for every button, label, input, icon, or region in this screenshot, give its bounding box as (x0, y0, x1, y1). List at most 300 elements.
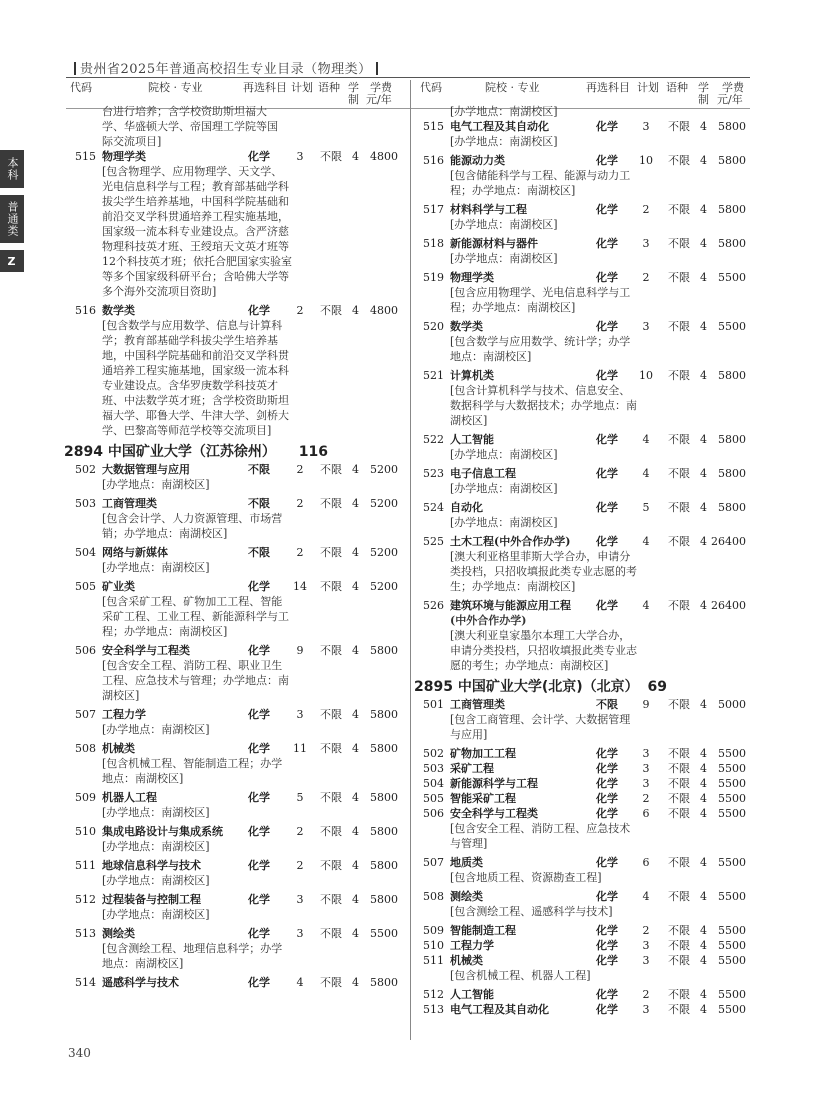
major-code: 506 (423, 807, 444, 820)
right-major-list-2 (418, 697, 754, 1017)
plan-count: 3 (296, 708, 304, 721)
major-entry (418, 236, 754, 266)
school-heading (414, 677, 754, 697)
page-number: 340 (68, 1046, 91, 1060)
plan-count: 10 (639, 154, 653, 167)
school-name: 中国矿业大学(北京)（北京） (457, 679, 639, 695)
reselect-subject: 化学 (596, 599, 618, 612)
reselect-subject: 化学 (596, 467, 618, 480)
language: 不限 (668, 939, 690, 952)
major-code: 510 (75, 825, 96, 838)
reselect-subject: 化学 (596, 203, 618, 216)
major-name: 过程装备与控制工程 (102, 893, 201, 906)
years: 4 (700, 154, 707, 167)
reselect-subject: 化学 (596, 501, 618, 514)
language: 不限 (320, 825, 342, 838)
col-plan: 计划 (291, 81, 313, 94)
language: 不限 (320, 304, 342, 317)
major-note: [包含测绘工程、遥感科学与技术] (450, 905, 613, 918)
continued-note: [办学地点：南湖校区] (450, 105, 558, 118)
major-name: 工商管理类 (450, 698, 505, 711)
tuition: 5500 (718, 924, 746, 937)
tuition: 5500 (718, 890, 746, 903)
plan-count: 3 (642, 320, 650, 333)
major-name: 工程力学 (450, 939, 494, 952)
reselect-subject: 化学 (248, 304, 270, 317)
major-code: 509 (423, 924, 444, 937)
years: 4 (352, 742, 359, 755)
years: 4 (352, 546, 359, 559)
language: 不限 (668, 762, 690, 775)
major-entry (418, 889, 754, 919)
major-code: 523 (423, 467, 444, 480)
major-code: 508 (423, 890, 444, 903)
language: 不限 (320, 644, 342, 657)
col-sys1: 学 (698, 81, 709, 94)
major-entry (70, 462, 406, 492)
major-code: 501 (423, 698, 444, 711)
major-code: 516 (75, 304, 96, 317)
language: 不限 (668, 203, 690, 216)
years: 4 (700, 747, 707, 760)
years: 4 (700, 467, 707, 480)
major-code: 512 (75, 893, 96, 906)
plan-count: 3 (642, 747, 650, 760)
major-code: 506 (75, 644, 96, 657)
language: 不限 (668, 856, 690, 869)
language: 不限 (668, 535, 690, 548)
plan-count: 2 (296, 304, 304, 317)
col-fee1: 学费 (722, 81, 744, 94)
major-entry (70, 303, 406, 438)
major-entry (418, 202, 754, 232)
tuition: 4800 (370, 304, 398, 317)
reselect-subject: 化学 (596, 856, 618, 869)
reselect-subject: 不限 (248, 463, 270, 476)
language: 不限 (668, 747, 690, 760)
years: 4 (352, 644, 359, 657)
reselect-subject: 化学 (248, 742, 270, 755)
language: 不限 (668, 924, 690, 937)
header-title: 贵州省2025年普通高校招生专业目录（物理类） (80, 62, 372, 77)
reselect-subject: 化学 (596, 120, 618, 133)
side-tab-z: Z (0, 250, 24, 272)
school-name: 中国矿业大学（江苏徐州） (107, 444, 276, 460)
years: 4 (352, 976, 359, 989)
plan-count: 2 (296, 497, 304, 510)
major-entry (418, 791, 754, 806)
major-note: [包含采矿工程、矿物加工工程、智能采矿工程、工业工程、新能源科学与工程；办学地点：南湖校区] (102, 595, 289, 638)
tuition: 5500 (718, 320, 746, 333)
col-fee2: 元/年 (366, 93, 392, 106)
col-plan: 计划 (637, 81, 659, 94)
running-header (70, 58, 382, 77)
tuition: 5800 (718, 237, 746, 250)
major-note: [办学地点：南湖校区] (102, 478, 210, 491)
major-code: 517 (423, 203, 444, 216)
reselect-subject: 化学 (596, 369, 618, 382)
major-note: [办学地点：南湖校区] (102, 806, 210, 819)
years: 4 (352, 497, 359, 510)
language: 不限 (320, 708, 342, 721)
plan-count: 2 (642, 203, 650, 216)
major-entry (70, 496, 406, 541)
major-note: [办学地点：南湖校区] (102, 874, 210, 887)
language: 不限 (668, 237, 690, 250)
major-name: 建筑环境与能源应用工程 (450, 599, 571, 612)
reselect-subject: 化学 (248, 976, 270, 989)
major-code: 504 (423, 777, 444, 790)
tuition: 5500 (718, 762, 746, 775)
col-subject: 再选科目 (243, 81, 287, 94)
reselect-subject: 化学 (596, 320, 618, 333)
years: 4 (700, 939, 707, 952)
reselect-subject: 化学 (248, 580, 270, 593)
years: 4 (700, 890, 707, 903)
major-name: 物理学类 (102, 150, 146, 163)
years: 4 (352, 463, 359, 476)
col-fee1: 学费 (370, 81, 392, 94)
major-code: 503 (75, 497, 96, 510)
years: 4 (700, 1003, 707, 1016)
major-name: 新能源材料与器件 (450, 237, 538, 250)
major-code: 505 (423, 792, 444, 805)
plan-count: 2 (296, 859, 304, 872)
major-entry (418, 855, 754, 885)
language: 不限 (320, 580, 342, 593)
side-tab-putonglei: 普通类 (0, 195, 24, 243)
years: 4 (352, 791, 359, 804)
major-code: 507 (423, 856, 444, 869)
tuition: 5200 (370, 546, 398, 559)
major-entry (70, 892, 406, 922)
col-fee2: 元/年 (717, 93, 743, 106)
major-name: 大数据管理与应用 (102, 463, 190, 476)
years: 4 (700, 369, 707, 382)
major-note: [办学地点：南湖校区] (450, 516, 558, 529)
language: 不限 (320, 150, 342, 163)
years: 4 (700, 120, 707, 133)
reselect-subject: 化学 (248, 893, 270, 906)
major-entry (418, 534, 754, 594)
plan-count: 11 (293, 742, 307, 755)
col-sys2: 制 (698, 93, 709, 106)
major-note: [包含会计学、人力资源管理、市场营销；办学地点：南湖校区] (102, 512, 283, 540)
tuition: 5800 (370, 859, 398, 872)
years: 4 (700, 433, 707, 446)
years: 4 (700, 792, 707, 805)
plan-count: 3 (296, 927, 304, 940)
school-total-plan: 69 (647, 679, 667, 695)
plan-count: 4 (642, 433, 650, 446)
language: 不限 (320, 463, 342, 476)
major-entry (70, 707, 406, 737)
tuition: 5800 (718, 501, 746, 514)
major-note: [包含数学与应用数学、信息与计算科学；教育部基础学科拔尖学生培养基地，中国科学院基础和前沿交叉学科贯通培养工程实施基地，国家级一流本科专业建设点。含华罗庚数学科技英才班、中法数学英才班；含学校资助斯坦福大学、耶鲁大学、牛津大学、剑桥大学、巴黎高等师范学校等交流项目] (102, 319, 289, 437)
language: 不限 (668, 890, 690, 903)
major-name: 遥感科学与技术 (102, 976, 179, 989)
years: 4 (700, 203, 707, 216)
col-lang: 语种 (666, 81, 688, 94)
plan-count: 5 (296, 791, 304, 804)
reselect-subject: 化学 (248, 791, 270, 804)
reselect-subject: 不限 (248, 546, 270, 559)
major-name: 机器人工程 (102, 791, 157, 804)
major-note: [包含工商管理、会计学、大数据管理与应用] (450, 713, 631, 741)
years: 4 (700, 237, 707, 250)
years: 4 (352, 580, 359, 593)
years: 4 (700, 535, 707, 548)
major-code: 512 (423, 988, 444, 1001)
major-note: [办学地点：南湖校区] (450, 482, 558, 495)
major-code: 520 (423, 320, 444, 333)
major-name: 数学类 (102, 304, 135, 317)
reselect-subject: 化学 (596, 792, 618, 805)
major-entry (418, 953, 754, 983)
language: 不限 (320, 927, 342, 940)
reselect-subject: 化学 (596, 777, 618, 790)
language: 不限 (668, 501, 690, 514)
reselect-subject: 化学 (248, 644, 270, 657)
years: 4 (700, 988, 707, 1001)
major-code: 515 (75, 150, 96, 163)
reselect-subject: 化学 (248, 708, 270, 721)
language: 不限 (668, 599, 690, 612)
major-name: 物理学类 (450, 271, 494, 284)
major-name: 工程力学 (102, 708, 146, 721)
years: 4 (352, 150, 359, 163)
major-name: 机械类 (450, 954, 483, 967)
reselect-subject: 化学 (596, 237, 618, 250)
language: 不限 (668, 698, 690, 711)
years: 4 (352, 859, 359, 872)
years: 4 (700, 954, 707, 967)
major-name: 地质类 (450, 856, 483, 869)
plan-count: 4 (296, 976, 304, 989)
major-entry (70, 741, 406, 786)
col-school-major: 院校 · 专业 (148, 81, 203, 94)
plan-count: 3 (296, 150, 304, 163)
major-code: 502 (423, 747, 444, 760)
major-code: 514 (75, 976, 96, 989)
tuition: 5500 (718, 807, 746, 820)
school-heading (64, 442, 406, 462)
tuition: 5800 (370, 644, 398, 657)
major-entry (418, 806, 754, 851)
major-name: 数学类 (450, 320, 483, 333)
major-name: 电气工程及其自动化 (450, 120, 549, 133)
school-code: 2894 (64, 444, 103, 460)
major-code: 521 (423, 369, 444, 382)
plan-count: 2 (642, 988, 650, 1001)
plan-count: 14 (293, 580, 307, 593)
major-entry (418, 270, 754, 315)
years: 4 (352, 893, 359, 906)
col-school-major: 院校 · 专业 (485, 81, 540, 94)
plan-count: 3 (642, 1003, 650, 1016)
tuition: 5000 (718, 698, 746, 711)
header-bar-right (376, 62, 378, 75)
major-code: 502 (75, 463, 96, 476)
major-note: [办学地点：南湖校区] (102, 561, 210, 574)
tuition: 5500 (718, 1003, 746, 1016)
major-note: [包含应用物理学、光电信息科学与工程；办学地点：南湖校区] (450, 286, 631, 314)
tuition: 5500 (718, 939, 746, 952)
col-code: 代码 (70, 81, 92, 94)
tuition: 5500 (718, 271, 746, 284)
tuition: 5800 (370, 893, 398, 906)
language: 不限 (668, 988, 690, 1001)
major-note: [办学地点：南湖校区] (450, 218, 558, 231)
right-major-list (418, 119, 754, 673)
tuition: 5500 (718, 792, 746, 805)
reselect-subject: 化学 (248, 150, 270, 163)
major-name: 电子信息工程 (450, 467, 516, 480)
reselect-subject: 化学 (596, 1003, 618, 1016)
header-rule (66, 77, 750, 78)
reselect-subject: 化学 (596, 535, 618, 548)
language: 不限 (320, 742, 342, 755)
col-sys2: 制 (348, 93, 359, 106)
language: 不限 (668, 792, 690, 805)
major-note: [包含储能科学与工程、能源与动力工程；办学地点：南湖校区] (450, 169, 631, 197)
plan-count: 2 (642, 792, 650, 805)
years: 4 (700, 924, 707, 937)
language: 不限 (668, 120, 690, 133)
years: 4 (352, 825, 359, 838)
tuition: 5800 (718, 203, 746, 216)
reselect-subject: 不限 (248, 497, 270, 510)
language: 不限 (320, 893, 342, 906)
major-code: 519 (423, 271, 444, 284)
tuition: 5200 (370, 580, 398, 593)
major-name: 矿物加工工程 (450, 747, 516, 760)
left-column (64, 104, 406, 990)
major-name: 采矿工程 (450, 762, 494, 775)
plan-count: 5 (642, 501, 650, 514)
major-note: [办学地点：南湖校区] (450, 135, 558, 148)
language: 不限 (668, 369, 690, 382)
plan-count: 2 (642, 924, 650, 937)
plan-count: 2 (296, 546, 304, 559)
plan-count: 3 (296, 893, 304, 906)
language: 不限 (320, 546, 342, 559)
major-code: 504 (75, 546, 96, 559)
continued-note: 台进行培养；含学校资助斯坦福大学、华盛顿大学、帝国理工学院等国际交流项目] (102, 105, 278, 148)
plan-count: 3 (642, 954, 650, 967)
school-total-plan: 116 (298, 444, 328, 460)
plan-count: 3 (642, 237, 650, 250)
major-entry (418, 319, 754, 364)
major-code: 508 (75, 742, 96, 755)
years: 4 (700, 501, 707, 514)
major-name: 机械类 (102, 742, 135, 755)
major-entry (418, 598, 754, 673)
header-bar-left (74, 62, 76, 75)
tuition: 5800 (718, 467, 746, 480)
col-subject: 再选科目 (586, 81, 630, 94)
major-entry (418, 923, 754, 938)
major-note: [澳大利亚格里菲斯大学合办，申请分类投档，只招收填报此类专业志愿的考生；办学地点：南湖校区] (450, 550, 637, 593)
major-code: 524 (423, 501, 444, 514)
reselect-subject: 化学 (248, 859, 270, 872)
major-entry (418, 119, 754, 149)
major-name: 网络与新媒体 (102, 546, 168, 559)
major-code: 522 (423, 433, 444, 446)
major-entry (418, 1002, 754, 1017)
major-code: 525 (423, 535, 444, 548)
reselect-subject: 化学 (248, 825, 270, 838)
major-name: 安全科学与工程类 (450, 807, 538, 820)
major-name: 自动化 (450, 501, 483, 514)
tuition: 5800 (370, 708, 398, 721)
major-name: 电气工程及其自动化 (450, 1003, 549, 1016)
plan-count: 3 (642, 939, 650, 952)
major-name: 材料科学与工程 (450, 203, 527, 216)
years: 4 (700, 807, 707, 820)
major-code: 526 (423, 599, 444, 612)
reselect-subject: 化学 (596, 988, 618, 1001)
major-name: 土木工程(中外合作办学) (450, 535, 571, 548)
tuition: 26400 (711, 599, 746, 612)
reselect-subject: 化学 (596, 954, 618, 967)
major-entry (70, 149, 406, 299)
major-note: [包含测绘工程、地理信息科学；办学地点：南湖校区] (102, 942, 283, 970)
plan-count: 10 (639, 369, 653, 382)
major-code: 507 (75, 708, 96, 721)
language: 不限 (668, 467, 690, 480)
tuition: 5500 (718, 988, 746, 1001)
major-entry (418, 368, 754, 428)
language: 不限 (668, 433, 690, 446)
reselect-subject: 化学 (596, 807, 618, 820)
major-entry (418, 153, 754, 198)
tuition: 4800 (370, 150, 398, 163)
left-major-list-2 (70, 462, 406, 990)
major-entry (70, 545, 406, 575)
major-name-cont: (中外合作办学) (450, 614, 527, 627)
major-code: 516 (423, 154, 444, 167)
tuition: 26400 (711, 535, 746, 548)
years: 4 (700, 271, 707, 284)
language: 不限 (668, 271, 690, 284)
tuition: 5800 (718, 369, 746, 382)
major-code: 510 (423, 939, 444, 952)
language: 不限 (668, 807, 690, 820)
major-entry (418, 938, 754, 953)
major-code: 505 (75, 580, 96, 593)
plan-count: 6 (642, 856, 650, 869)
major-name: 测绘类 (102, 927, 135, 940)
left-major-list (70, 149, 406, 438)
reselect-subject: 化学 (596, 154, 618, 167)
plan-count: 3 (642, 777, 650, 790)
years: 4 (352, 304, 359, 317)
column-divider (410, 80, 411, 1040)
major-note: [包含地质工程、资源勘查工程] (450, 871, 602, 884)
major-note: [办学地点：南湖校区] (102, 840, 210, 853)
major-note: [办学地点：南湖校区] (450, 448, 558, 461)
col-lang: 语种 (318, 81, 340, 94)
language: 不限 (320, 859, 342, 872)
major-entry (70, 579, 406, 639)
right-column (414, 104, 754, 1017)
major-code: 509 (75, 791, 96, 804)
reselect-subject: 化学 (596, 890, 618, 903)
language: 不限 (320, 497, 342, 510)
language: 不限 (668, 1003, 690, 1016)
major-entry (418, 761, 754, 776)
